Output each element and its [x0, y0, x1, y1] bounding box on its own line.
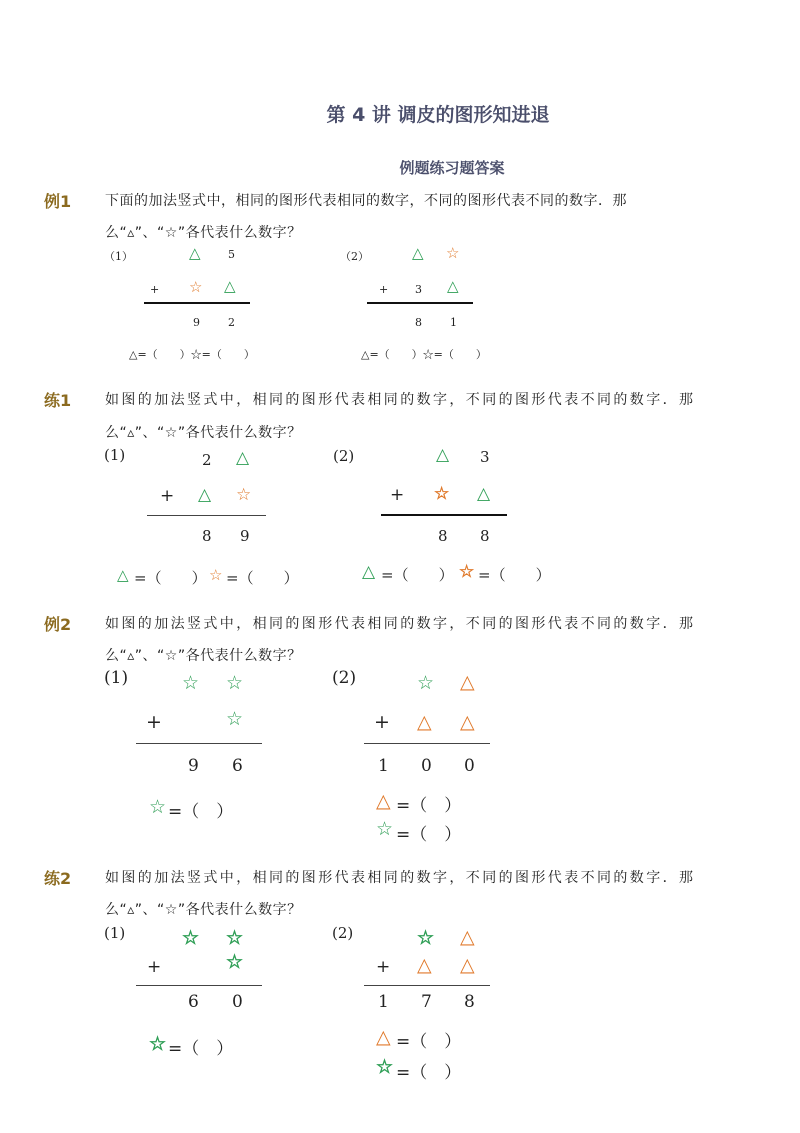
pr1-p2-result-tens: 8	[438, 527, 448, 545]
triangle-icon: △	[460, 926, 475, 948]
triangle-icon: △	[477, 484, 491, 504]
star-icon: ☆	[434, 484, 450, 504]
plus-sign: +	[147, 957, 162, 977]
practice-1-text-line2: 么“▵”、“☆”各代表什么数字？	[105, 425, 302, 441]
triangle-icon: △	[460, 954, 475, 976]
practice-2-text-line2: 么“▵”、“☆”各代表什么数字？	[105, 902, 302, 918]
plus-sign: +	[376, 957, 391, 977]
star-icon: ☆	[376, 1056, 394, 1078]
pr2-p2-answer-star: =（ ）	[396, 1063, 462, 1083]
ex2-p1-result-ones: 6	[232, 756, 243, 776]
pr1-p2-top-digit: 3	[480, 448, 490, 466]
ex2-p2-answer-triangle: =（ ）	[396, 796, 462, 816]
triangle-icon: △	[236, 448, 250, 468]
pr1-p1-number: (1)	[104, 446, 126, 464]
star-icon: ☆	[446, 244, 460, 262]
ex2-p2-result-ones: 0	[464, 756, 475, 776]
page-subtitle: 例题练习题答案	[399, 159, 505, 177]
example-1-text-line2: 么“▵”、“☆”各代表什么数字？	[105, 225, 302, 241]
ex1-p1-result-tens: 9	[193, 316, 200, 329]
ex2-p2-result-hundreds: 1	[378, 756, 389, 776]
pr2-p1-result-ones: 0	[232, 992, 243, 1012]
triangle-icon: △	[224, 277, 236, 295]
pr1-p1-result-tens: 8	[202, 527, 212, 545]
practice-2-label: 练2	[44, 869, 72, 888]
ex1-p1-answer: △=（ ）☆=（ ）	[129, 348, 255, 361]
star-icon: ☆	[236, 485, 252, 505]
ex1-p2-number: （2）	[340, 250, 369, 263]
star-icon: ☆	[189, 278, 203, 296]
triangle-icon: △	[362, 562, 376, 582]
star-icon: ☆	[226, 951, 244, 973]
pr2-p1-number: (1)	[104, 924, 126, 942]
ex2-p2-answer-star: =（ ）	[396, 825, 462, 845]
triangle-icon: △	[412, 244, 424, 262]
star-icon: ☆	[417, 672, 435, 694]
pr2-p1-result-tens: 6	[188, 992, 199, 1012]
star-icon: ☆	[149, 1033, 167, 1055]
star-icon: ☆	[226, 708, 244, 730]
triangle-icon: △	[376, 790, 391, 812]
sum-line	[136, 985, 262, 986]
ex1-p1-number: （1）	[104, 250, 133, 263]
example-2-label: 例2	[44, 615, 72, 634]
pr1-p1-answer-a: =（ ）	[134, 569, 207, 587]
triangle-icon: △	[198, 485, 212, 505]
pr2-p2-result-hundreds: 1	[378, 992, 389, 1012]
pr2-p2-result-ones: 8	[464, 992, 475, 1012]
practice-2-text-line1: 如图的加法竖式中，相同的图形代表相同的数字，不同的图形代表不同的数字．那	[105, 870, 696, 886]
sum-line	[381, 514, 507, 516]
sum-line	[367, 302, 473, 304]
triangle-icon: △	[117, 566, 129, 584]
ex2-p1-number: (1)	[104, 668, 129, 688]
example-1-label: 例1	[44, 192, 72, 211]
example-2-text-line1: 如图的加法竖式中，相同的图形代表相同的数字，不同的图形代表不同的数字．那	[105, 616, 696, 632]
plus-sign: +	[150, 283, 160, 296]
example-1-text-line1: 下面的加法竖式中，相同的图形代表相同的数字，不同的图形代表不同的数字．那	[105, 193, 627, 209]
pr1-p1-answer-b: =（ ）	[226, 569, 299, 587]
triangle-icon: △	[417, 711, 432, 733]
triangle-icon: △	[447, 277, 459, 295]
pr1-p1-top-digit: 2	[202, 451, 212, 469]
pr1-p2-number: (2)	[333, 447, 355, 465]
plus-sign: +	[146, 711, 162, 733]
star-icon: ☆	[417, 927, 435, 949]
star-icon: ☆	[226, 672, 244, 694]
practice-1-text-line1: 如图的加法竖式中，相同的图形代表相同的数字，不同的图形代表不同的数字．那	[105, 392, 696, 408]
plus-sign: +	[390, 485, 405, 505]
page-title: 第 4 讲 调皮的图形知进退	[326, 104, 550, 126]
ex1-p2-answer: △=（ ）☆=（ ）	[361, 348, 487, 361]
triangle-icon: △	[460, 671, 475, 693]
ex2-p2-number: (2)	[332, 668, 357, 688]
ex2-p1-result-tens: 9	[188, 756, 199, 776]
star-icon: ☆	[182, 672, 200, 694]
pr1-p2-answer-a: =（ ）	[381, 566, 454, 584]
plus-sign: +	[160, 486, 175, 506]
sum-line	[364, 985, 490, 986]
star-icon: ☆	[376, 818, 394, 840]
ex2-p1-answer: =（ ）	[168, 802, 234, 822]
plus-sign: +	[379, 283, 389, 296]
triangle-icon: △	[417, 954, 432, 976]
triangle-icon: △	[376, 1026, 391, 1048]
plus-sign: +	[374, 711, 390, 733]
star-icon: ☆	[209, 566, 223, 584]
ex1-p2-result-tens: 8	[415, 316, 422, 329]
star-icon: ☆	[226, 927, 244, 949]
star-icon: ☆	[459, 562, 475, 582]
star-icon: ☆	[182, 927, 200, 949]
sum-line	[364, 743, 490, 744]
pr1-p2-answer-b: =（ ）	[478, 566, 551, 584]
ex2-p2-result-tens: 0	[421, 756, 432, 776]
star-icon: ☆	[149, 796, 167, 818]
pr1-p2-result-ones: 8	[480, 527, 490, 545]
ex1-p1-top-digit: 5	[228, 248, 235, 261]
pr2-p2-number: (2)	[332, 924, 354, 942]
sum-line	[147, 515, 266, 516]
pr2-p2-answer-triangle: =（ ）	[396, 1032, 462, 1052]
sum-line	[136, 743, 262, 744]
triangle-icon: △	[436, 445, 450, 465]
triangle-icon: △	[460, 711, 475, 733]
pr2-p1-answer: =（ ）	[168, 1039, 234, 1059]
sum-line	[144, 302, 250, 304]
practice-1-label: 练1	[44, 391, 72, 410]
ex1-p2-add-digit: 3	[415, 283, 422, 296]
pr1-p1-result-ones: 9	[240, 527, 250, 545]
example-2-text-line2: 么“▵”、“☆”各代表什么数字？	[105, 648, 302, 664]
triangle-icon: △	[189, 244, 201, 262]
ex1-p2-result-ones: 1	[450, 316, 457, 329]
pr2-p2-result-tens: 7	[421, 992, 432, 1012]
ex1-p1-result-ones: 2	[228, 316, 235, 329]
